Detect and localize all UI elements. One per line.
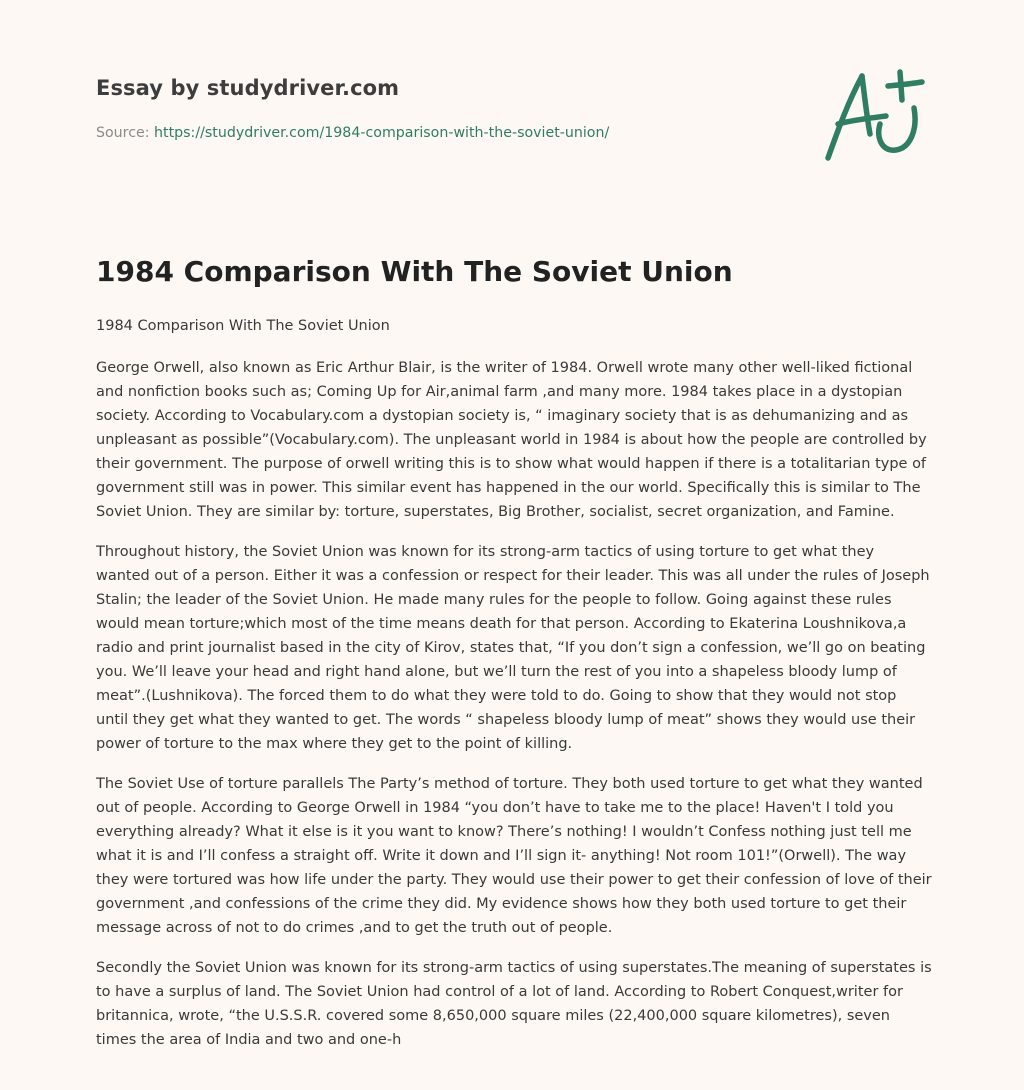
essay-paragraph: Secondly the Soviet Union was known for its strong-arm tactics of using superstates.The meaning of superstates is to have a surplus of land. The Soviet Union had control of a lot of land. According to Robert Conquest,writer for britannica, wrote, “the U.S.S.R. covered some 8,650,000 square miles (22,400,000 square kilometres), seven times the area of India and two and one-h [96, 960, 932, 1048]
source-label: Source: [96, 125, 155, 141]
source-line [96, 125, 609, 141]
essay-subtitle: 1984 Comparison With The Soviet Union [96, 318, 390, 334]
a-plus-grade-icon [818, 66, 930, 166]
essay-paragraph: The Soviet Use of torture parallels The Party’s method of torture. They both used torture to get what they wanted out of people. According to George Orwell in 1984 “you don’t have to take me to the place! Haven't I told you everything already? What it else is it you want to know? There’s nothing! I wouldn’t Confess nothing just tell me what it is and I’ll confess a straight off. Write it down and I’ll sign it- anything! Not room 101!”(Orwell). The way they were tortured was how life under the party. They would use their power to get their confession of love of their government ,and confessions of the crime they did. My evidence shows how they both used torture to get their message across of not to do crimes ,and to get the truth out of people. [96, 776, 932, 936]
site-title: Essay by studydriver.com [96, 76, 400, 100]
essay-paragraph: Throughout history, the Soviet Union was known for its strong-arm tactics of using torture to get what they wanted out of a person. Either it was a confession or respect for their leader. This was all under the rules of Joseph Stalin; the leader of the Soviet Union. He made many rules for the people to follow. Going against these rules would mean torture;which most of the time means death for that person. According to Ekaterina Loushnikova,a radio and print journalist based in the city of Kirov, states that, “If you don’t sign a confession, we’ll go on beating you. We’ll leave your head and right hand alone, but we’ll turn the rest of you into a shapeless bloody lump of meat”.(Lushnikova). The forced them to do what they were told to do. Going to show that they would not stop until they get what they wanted to get. The words “ shapeless bloody lump of meat” shows they would use their power of torture to the max where they get to the point of killing. [96, 544, 930, 752]
source-link[interactable]: https://studydriver.com/1984-comparison-with-the-soviet-union/ [154, 125, 610, 141]
essay-paragraph: George Orwell, also known as Eric Arthur Blair, is the writer of 1984. Orwell wrote many other well-liked fictional and nonfiction books such as; Coming Up for Air,animal farm ,and many more. 1984 takes place in a dystopian society. According to Vocabulary.com a dystopian society is, “ imaginary society that is as dehumanizing and as unpleasant as possible”(Vocabulary.com). The unpleasant world in 1984 is about how the people are controlled by their government. The purpose of orwell writing this is to show what would happen if there is a totalitarian type of government still was in power. This similar event has happened in the our world. Specifically this is similar to The Soviet Union. They are similar by: torture, superstates, Big Brother, socialist, secret organization, and Famine. [96, 360, 927, 520]
essay-title: 1984 Comparison With The Soviet Union [96, 255, 733, 288]
essay-body [96, 316, 932, 1068]
